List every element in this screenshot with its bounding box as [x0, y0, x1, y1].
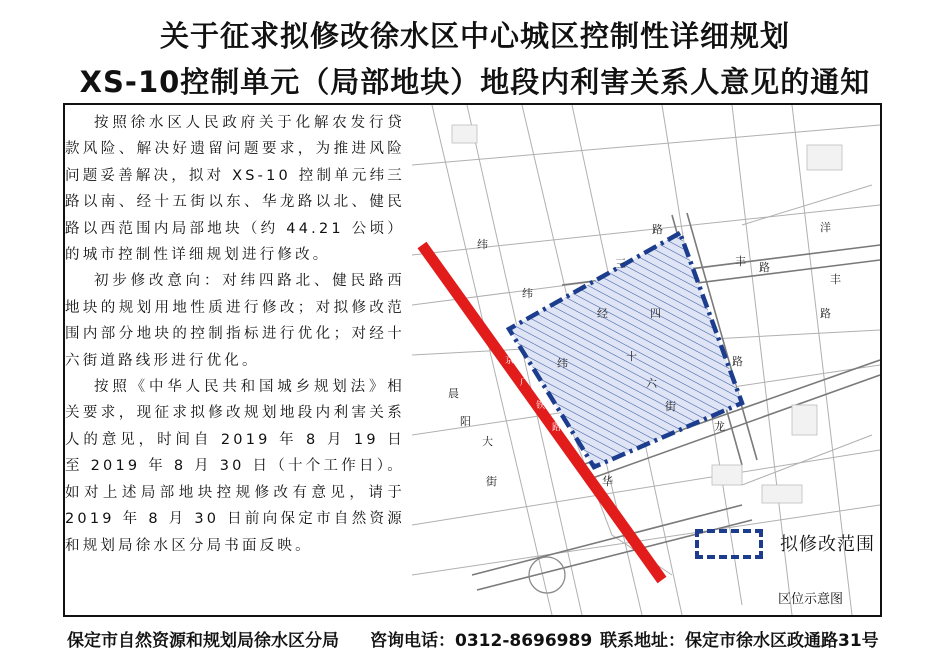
label-yang-feng-1: 洋	[820, 221, 831, 234]
footer-address: 联系地址：保定市徐水区政通路31号	[600, 631, 879, 651]
label-chen-yang-2: 阳	[460, 415, 471, 428]
label-jing-16-4: 街	[665, 400, 676, 413]
label-wei-si-1: 纬	[557, 357, 568, 370]
label-feng-road-1: 丰	[735, 255, 746, 268]
label-jing-16-2: 十	[626, 350, 637, 363]
label-jing-16-1: 经	[597, 307, 608, 320]
label-rail-3: 铁	[536, 401, 546, 411]
legend-swatch	[695, 529, 763, 559]
footer-phone: 咨询电话：0312-8696989	[370, 631, 593, 651]
map-caption: 区位示意图	[778, 592, 844, 607]
label-chen-yang-3: 大	[482, 435, 493, 448]
notice-title-line-1: 关于征求拟修改徐水区中心城区控制性详细规划	[159, 19, 790, 53]
label-chen-yang-4: 街	[486, 475, 497, 488]
paragraph-intent: 初步修改意向：对纬四路北、健民路西地块的规划用地性质进行修改；对拟修改范围内部分地块的控制指标进行优化；对经十六街道路线形进行优化。	[65, 273, 405, 369]
label-rail-1: 京	[505, 356, 515, 366]
paragraph-background: 按照徐水区人民政府关于化解农发行贷款风险、解决好遗留问题要求，为推进风险问题妥善解决，拟对 XS-10 控制单元纬三路以南、经十五街以东、华龙路以北、健民路以西范围内局部地块（约 44.21 公顷）的城市控制性详细规划进行修改。	[65, 115, 405, 264]
label-hua-long-1: 华	[602, 475, 613, 488]
paragraph-consultation: 按照《中华人民共和国城乡规划法》相关要求，现征求拟修改规划地段内利害关系人的意见，时间自 2019 年 8 月 19 日至 2019 年 8 月 30 日（十个工作日）。如对上述局部地块控规修改有意见，请于 2019 年 8 月 30 日前向保定市自然资源和规划局徐水区分局书面反映。	[65, 379, 405, 554]
footer-organization: 保定市自然资源和规划局徐水区分局	[67, 631, 339, 651]
label-hua-long-2: 龙	[714, 420, 725, 433]
label-rail-2: 广	[520, 378, 530, 388]
label-road-wei-san-1: 路	[652, 223, 663, 236]
label-road-wei-san-3: 纬	[522, 287, 533, 300]
notice-title-line-2: XS-10控制单元（局部地块）地段内利害关系人意见的通知	[79, 65, 871, 99]
label-street-left: 纬	[477, 238, 488, 251]
label-yang-feng-3: 路	[820, 307, 831, 320]
legend-label: 拟修改范围	[780, 534, 875, 555]
label-jian-min: 路	[732, 355, 743, 368]
label-road-wei-san-2: 三	[615, 257, 626, 270]
label-feng-road-2: 路	[759, 261, 770, 274]
label-chen-yang-1: 晨	[448, 387, 459, 400]
notice-body	[65, 110, 405, 615]
label-rail-4: 路	[552, 423, 562, 433]
label-yang-feng-2: 丰	[830, 273, 841, 286]
label-wei-si-2: 四	[650, 307, 661, 320]
label-jing-16-3: 六	[646, 377, 657, 390]
